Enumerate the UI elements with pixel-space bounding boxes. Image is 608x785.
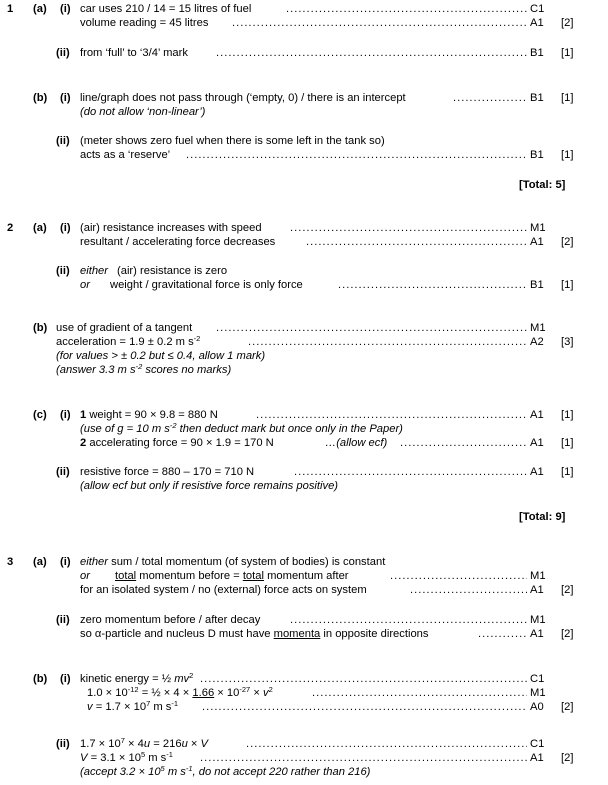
answer-text: × [187, 738, 201, 750]
dot-leader [453, 92, 527, 105]
mark-code: B1 [530, 149, 544, 161]
answer-text: = 1.7 × 10 [92, 701, 147, 713]
dot-leader [256, 409, 527, 422]
marks: [2] [561, 752, 574, 764]
subpart-label: (i) [60, 556, 71, 568]
mark-code: B1 [530, 279, 544, 291]
superscript: 5 [140, 750, 146, 759]
question-number: 3 [7, 556, 14, 568]
mark-code: C1 [530, 738, 545, 750]
dot-leader [312, 687, 527, 700]
answer-text: × [250, 687, 263, 699]
marks: [1] [561, 409, 574, 421]
alternative-either: either [80, 265, 108, 277]
underlined-term: momenta [273, 628, 321, 640]
superscript: 2 [268, 685, 273, 694]
part-label: (a) [33, 3, 47, 15]
marks: [1] [561, 466, 574, 478]
note-text: , do not accept 220 rather than 216) [192, 766, 371, 778]
mark-code: A1 [530, 17, 544, 29]
marks: [3] [561, 336, 574, 348]
alternative-or: or [80, 570, 90, 582]
dot-leader [186, 149, 527, 162]
dot-leader [246, 738, 527, 751]
answer-text: momentum after [263, 570, 349, 582]
mark-code: M1 [530, 222, 546, 234]
answer-text: × 10 [214, 687, 240, 699]
guidance-note: (for values > ± 0.2 but ≤ 0.4, allow 1 mark) [56, 350, 266, 362]
mark-code: C1 [530, 3, 545, 15]
guidance-note [56, 364, 231, 377]
mark-code: A1 [530, 628, 544, 640]
underlined-term: total [115, 570, 137, 582]
mark-code: A0 [530, 701, 544, 713]
subpart-label: (i) [60, 409, 71, 421]
answer-line: (air) resistance is zero [117, 265, 228, 277]
part-label: (b) [33, 673, 48, 685]
symbol: V [200, 738, 209, 750]
symbol: v [262, 687, 269, 699]
answer-line [80, 628, 429, 641]
dot-leader [216, 47, 527, 60]
part-label: (a) [33, 222, 47, 234]
marks: [2] [561, 17, 574, 29]
answer-text: × 4 [124, 738, 144, 750]
superscript: 2 [189, 671, 194, 680]
marks: [2] [561, 628, 574, 640]
dot-leader [200, 752, 527, 765]
dot-leader [400, 437, 527, 450]
superscript: 7 [146, 699, 151, 708]
answer-text: sum / total momentum (of system of bodies) is constant [108, 556, 386, 568]
underlined-term: total [242, 570, 264, 582]
dot-leader [294, 466, 527, 479]
subpart-label: (ii) [56, 466, 70, 478]
superscript: -1 [166, 750, 173, 759]
marks: [2] [561, 584, 574, 596]
answer-line: resistive force = 880 – 170 = 710 N [80, 466, 255, 478]
subpart-label: (i) [60, 3, 71, 15]
mark-code: A1 [530, 236, 544, 248]
mark-code: A1 [530, 584, 544, 596]
answer-line [87, 687, 273, 700]
superscript: -2 [169, 421, 177, 430]
symbol: u [181, 738, 188, 750]
answer-line: line/graph does not pass through (‘empty, 0) / there is an intercept [80, 92, 406, 104]
answer-line [80, 437, 274, 450]
item-number: 2 [80, 437, 87, 449]
mark-code: B1 [530, 47, 544, 59]
part-label: (b) [33, 92, 48, 104]
superscript: 7 [120, 736, 125, 745]
alternative-either: either [80, 556, 108, 568]
answer-line: from ‘full’ to ‘3/4’ mark [80, 47, 188, 59]
note-text: (accept 3.2 × 10 [80, 766, 161, 778]
guidance-note: (allow ecf but only if resistive force remains positive) [80, 480, 339, 492]
answer-text: accelerating force = 90 × 1.9 = 170 N [86, 437, 274, 449]
dot-leader [390, 570, 527, 583]
guidance-note [80, 766, 370, 779]
answer-line: use of gradient of a tangent [56, 322, 193, 334]
answer-text: = 3.1 × 10 [87, 752, 141, 764]
part-label: (c) [33, 409, 47, 421]
mark-code: A2 [530, 336, 544, 348]
superscript: -27 [239, 685, 251, 694]
symbol: u [143, 738, 151, 750]
note-text: m s [164, 766, 186, 778]
answer-text: = 216 [150, 738, 182, 750]
guidance-note [80, 423, 403, 436]
answer-text: so α-particle and nucleus D must have [80, 628, 274, 640]
answer-line [56, 336, 200, 349]
answer-text: kinetic energy = ½ [80, 673, 175, 685]
guidance-note: (do not allow ‘non-linear’) [80, 106, 206, 118]
answer-line [80, 556, 385, 569]
answer-line: zero momentum before / after decay [80, 614, 261, 626]
mark-code: M1 [530, 614, 546, 626]
superscript: -2 [193, 334, 201, 343]
answer-line: for an isolated system / no (external) force acts on system [80, 584, 367, 596]
marks: [1] [561, 437, 574, 449]
question-number: 1 [7, 3, 14, 15]
superscript: 5 [160, 764, 165, 773]
answer-text: 1.7 × 10 [80, 738, 121, 750]
answer-text: = ½ × 4 × [138, 687, 193, 699]
note-text: (use of g = 10 m s [80, 423, 170, 435]
answer-text: in opposite directions [320, 628, 429, 640]
underlined-term: 1.66 [192, 687, 215, 699]
superscript: -1 [185, 764, 193, 773]
dot-leader [290, 614, 527, 627]
answer-line: weight / gravitational force is only force [110, 279, 303, 291]
marks: [2] [561, 701, 574, 713]
dot-leader [248, 336, 527, 349]
marks: [1] [561, 47, 574, 59]
marks: [2] [561, 236, 574, 248]
symbol: mv [174, 673, 190, 685]
answer-text: acceleration = 1.9 ± 0.2 m s [56, 336, 194, 348]
answer-line [87, 701, 178, 714]
answer-text: weight = 90 × 9.8 = 880 N [86, 409, 218, 421]
mark-code: C1 [530, 673, 545, 685]
dot-leader [286, 3, 527, 16]
mark-code: M1 [530, 570, 546, 582]
note-text: (answer 3.3 m s [56, 364, 136, 376]
answer-line: volume reading = 45 litres [80, 17, 209, 29]
answer-text: momentum before = [136, 570, 243, 582]
marks: [1] [561, 149, 574, 161]
mark-code: B1 [530, 92, 544, 104]
subpart-label: (ii) [56, 738, 70, 750]
mark-code: M1 [530, 687, 546, 699]
subpart-label: (i) [60, 673, 71, 685]
symbol: v [87, 701, 93, 713]
answer-line [115, 570, 349, 583]
symbol: V [80, 752, 88, 764]
question-number: 2 [7, 222, 14, 234]
superscript: -12 [127, 685, 139, 694]
answer-line: acts as a ‘reserve’ [80, 149, 171, 161]
mark-code: M1 [530, 322, 546, 334]
note-text: scores no marks) [142, 364, 232, 376]
question-total: [Total: 9] [519, 511, 566, 523]
mark-code: A1 [530, 466, 544, 478]
answer-line: (air) resistance increases with speed [80, 222, 262, 234]
marks: [1] [561, 92, 574, 104]
dot-leader [478, 628, 527, 641]
superscript: -2 [135, 362, 143, 371]
mark-code: A1 [530, 409, 544, 421]
marks: [1] [561, 279, 574, 291]
answer-line: (meter shows zero fuel when there is some left in the tank so) [80, 135, 385, 147]
answer-line [80, 409, 218, 422]
question-total: [Total: 5] [519, 179, 566, 191]
dot-leader [338, 279, 527, 292]
superscript: -1 [171, 699, 179, 708]
dot-leader [202, 701, 527, 714]
answer-text: m s [150, 701, 172, 713]
subpart-label: (ii) [56, 265, 70, 277]
subpart-label: (i) [60, 92, 71, 104]
subpart-label: (ii) [56, 47, 70, 59]
dot-leader [232, 17, 527, 30]
subpart-label: (ii) [56, 135, 70, 147]
subpart-label: (ii) [56, 614, 70, 626]
guidance-note: …(allow ecf) [325, 437, 388, 449]
answer-line: car uses 210 / 14 = 15 litres of fuel [80, 3, 252, 15]
answer-text: 1.0 × 10 [87, 687, 128, 699]
dot-leader [216, 322, 527, 335]
item-number: 1 [80, 409, 87, 421]
answer-line [80, 752, 173, 765]
part-label: (b) [33, 322, 48, 334]
mark-code: A1 [530, 437, 544, 449]
mark-code: A1 [530, 752, 544, 764]
dot-leader [410, 584, 527, 597]
answer-text: m s [145, 752, 167, 764]
subpart-label: (i) [60, 222, 71, 234]
part-label: (a) [33, 556, 47, 568]
note-text: then deduct mark but once only in the Paper) [176, 423, 403, 435]
alternative-or: or [80, 279, 90, 291]
dot-leader [306, 236, 527, 249]
answer-line: resultant / accelerating force decreases [80, 236, 276, 248]
dot-leader [290, 222, 527, 235]
